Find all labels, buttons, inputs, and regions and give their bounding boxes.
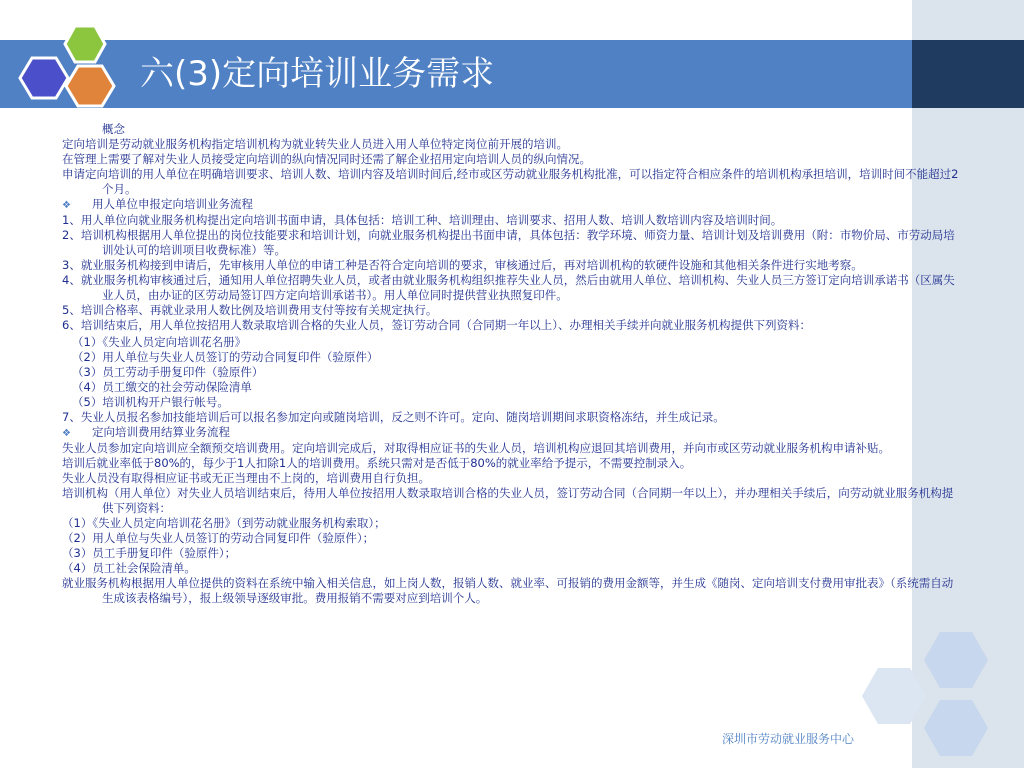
decorative-hexagons-icon xyxy=(858,628,998,768)
hexagon-logo-icon xyxy=(12,18,132,128)
sub-list-item: （2）用人单位与失业人员签订的劳动合同复印件（验原件） xyxy=(72,350,379,364)
sub-list-item: （1）《失业人员定向培训花名册》 xyxy=(72,335,247,349)
list-item: 3、就业服务机构接到申请后，先审核用人单位的申请工种是否符合定向培训的要求，审核通过后，再对培训机构的软硬件设施和其他相关条件进行实地考察。 xyxy=(62,258,863,272)
body-line: 失业人员没有取得相应证书或无正当理由不上岗的，培训费用自行负担。 xyxy=(62,471,430,485)
section-heading xyxy=(62,197,962,213)
section-heading xyxy=(62,425,962,441)
list-item: 2、培训机构根据用人单位提出的岗位技能要求和培训计划，向就业服务机构提出书面申请，具体包括：教学环境、师资力量、培训计划及培训费用（附：市物价局、市劳动局培训处认可的培训项目收费标准）等。 xyxy=(62,228,955,257)
sub-list-item: （2）用人单位与失业人员签订的劳动合同复印件（验原件）； xyxy=(62,531,375,545)
list-item: 7、失业人员报名参加技能培训后可以报名参加定向或随岗培训，反之则不许可。定向、随岗培训期间求职资格冻结，并生成记录。 xyxy=(62,410,725,424)
title-band-dark xyxy=(912,40,1024,108)
light-hexagon xyxy=(924,700,988,756)
body-line: 培训后就业率低于80%的，每少于1人扣除1人的培训费用。系统只需对是否低于80%的就业率给予提示，不需要控制录入。 xyxy=(62,456,692,470)
list-item: 5、培训合格率、再就业录用人数比例及培训费用支付等按有关规定执行。 xyxy=(62,303,438,317)
page-title: 六(3)定向培训业务需求 xyxy=(140,54,495,94)
sub-list-item: （5）培训机构开户银行帐号。 xyxy=(72,395,229,409)
sub-list-item: （3）员工手册复印件（验原件）； xyxy=(62,546,237,560)
light-hexagon xyxy=(924,632,988,688)
list-item: 1、用人单位向就业服务机构提出定向培训书面申请，具体包括：培训工种、培训理由、培训要求、招用人数、培训人数培训内容及培训时间。 xyxy=(62,213,783,227)
body-paragraph: 失业人员参加定向培训应全额预交培训费用。定向培训完成后，对取得相应证书的失业人员，培训机构应退回其培训费用，并向市或区劳动就业服务机构申请补贴。 xyxy=(62,441,890,455)
body-paragraph: 申请定向培训的用人单位在明确培训要求、培训人数、培训内容及培训时间后,经市或区劳动就业服务机构批准，可以指定符合相应条件的培训机构承担培训，培训时间不能超过2个月。 xyxy=(62,167,959,196)
body-paragraph: 培训机构（用人单位）对失业人员培训结束后，待用人单位按招用人数录取培训合格的失业人员，签订劳动合同（合同期一年以上），并办理相关手续后，向劳动就业服务机构提供下列资料： xyxy=(62,486,954,515)
list-item: 6、培训结束后，用人单位按招用人数录取培训合格的失业人员，签订劳动合同（合同期一年以上）、办理相关手续并向就业服务机构提供下列资料： xyxy=(62,318,812,332)
body-line: 在管理上需要了解对失业人员接受定向培训的纵向情况同时还需了解企业招用定向培训人员的纵向情况。 xyxy=(62,152,591,166)
diamond-bullet-icon: ❖ xyxy=(62,428,71,439)
sub-list-item: （3）员工劳动手册复印件（验原件） xyxy=(72,365,264,379)
footer-org: 深圳市劳动就业服务中心 xyxy=(722,732,855,746)
sub-list-item: （1）《失业人员定向培训花名册》（到劳动就业服务机构索取）； xyxy=(62,516,386,530)
orange-hexagon xyxy=(66,66,114,106)
diamond-bullet-icon: ❖ xyxy=(62,200,71,211)
section-heading-text: 定向培训费用结算业务流程 xyxy=(92,425,230,439)
section-heading-text: 用人单位申报定向培训业务流程 xyxy=(92,197,253,211)
green-hexagon xyxy=(65,26,105,62)
body-paragraph: 就业服务机构根据用人单位提供的资料在系统中输入相关信息，如上岗人数，报销人数、就业率、可报销的费用金额等，并生成《随岗、定向培训支付费用审批表》（系统需自动生成该表格编号），报上级领导逐级审批。费用报销不需要对应到培训个人。 xyxy=(62,576,954,605)
sub-list-item: （4）员工缴交的社会劳动保险清单 xyxy=(72,380,252,394)
concept-heading: 概念 xyxy=(102,122,125,136)
light-hexagon xyxy=(862,668,926,724)
sub-list-item: （4）员工社会保险清单。 xyxy=(62,561,196,575)
body-line: 定向培训是劳动就业服务机构指定培训机构为就业转失业人员进入用人单位特定岗位前开展的培训。 xyxy=(62,137,568,151)
purple-hexagon xyxy=(20,58,68,98)
content-body xyxy=(62,122,962,606)
list-item: 4、就业服务机构审核通过后，通知用人单位招聘失业人员，或者由就业服务机构组织推荐失业人员，然后由就用人单位、培训机构、失业人员三方签订定向培训承诺书（区属失业人员，由办证的区劳动局签订四方定向培训承诺书）。用人单位同时提供营业执照复印件。 xyxy=(62,273,955,302)
